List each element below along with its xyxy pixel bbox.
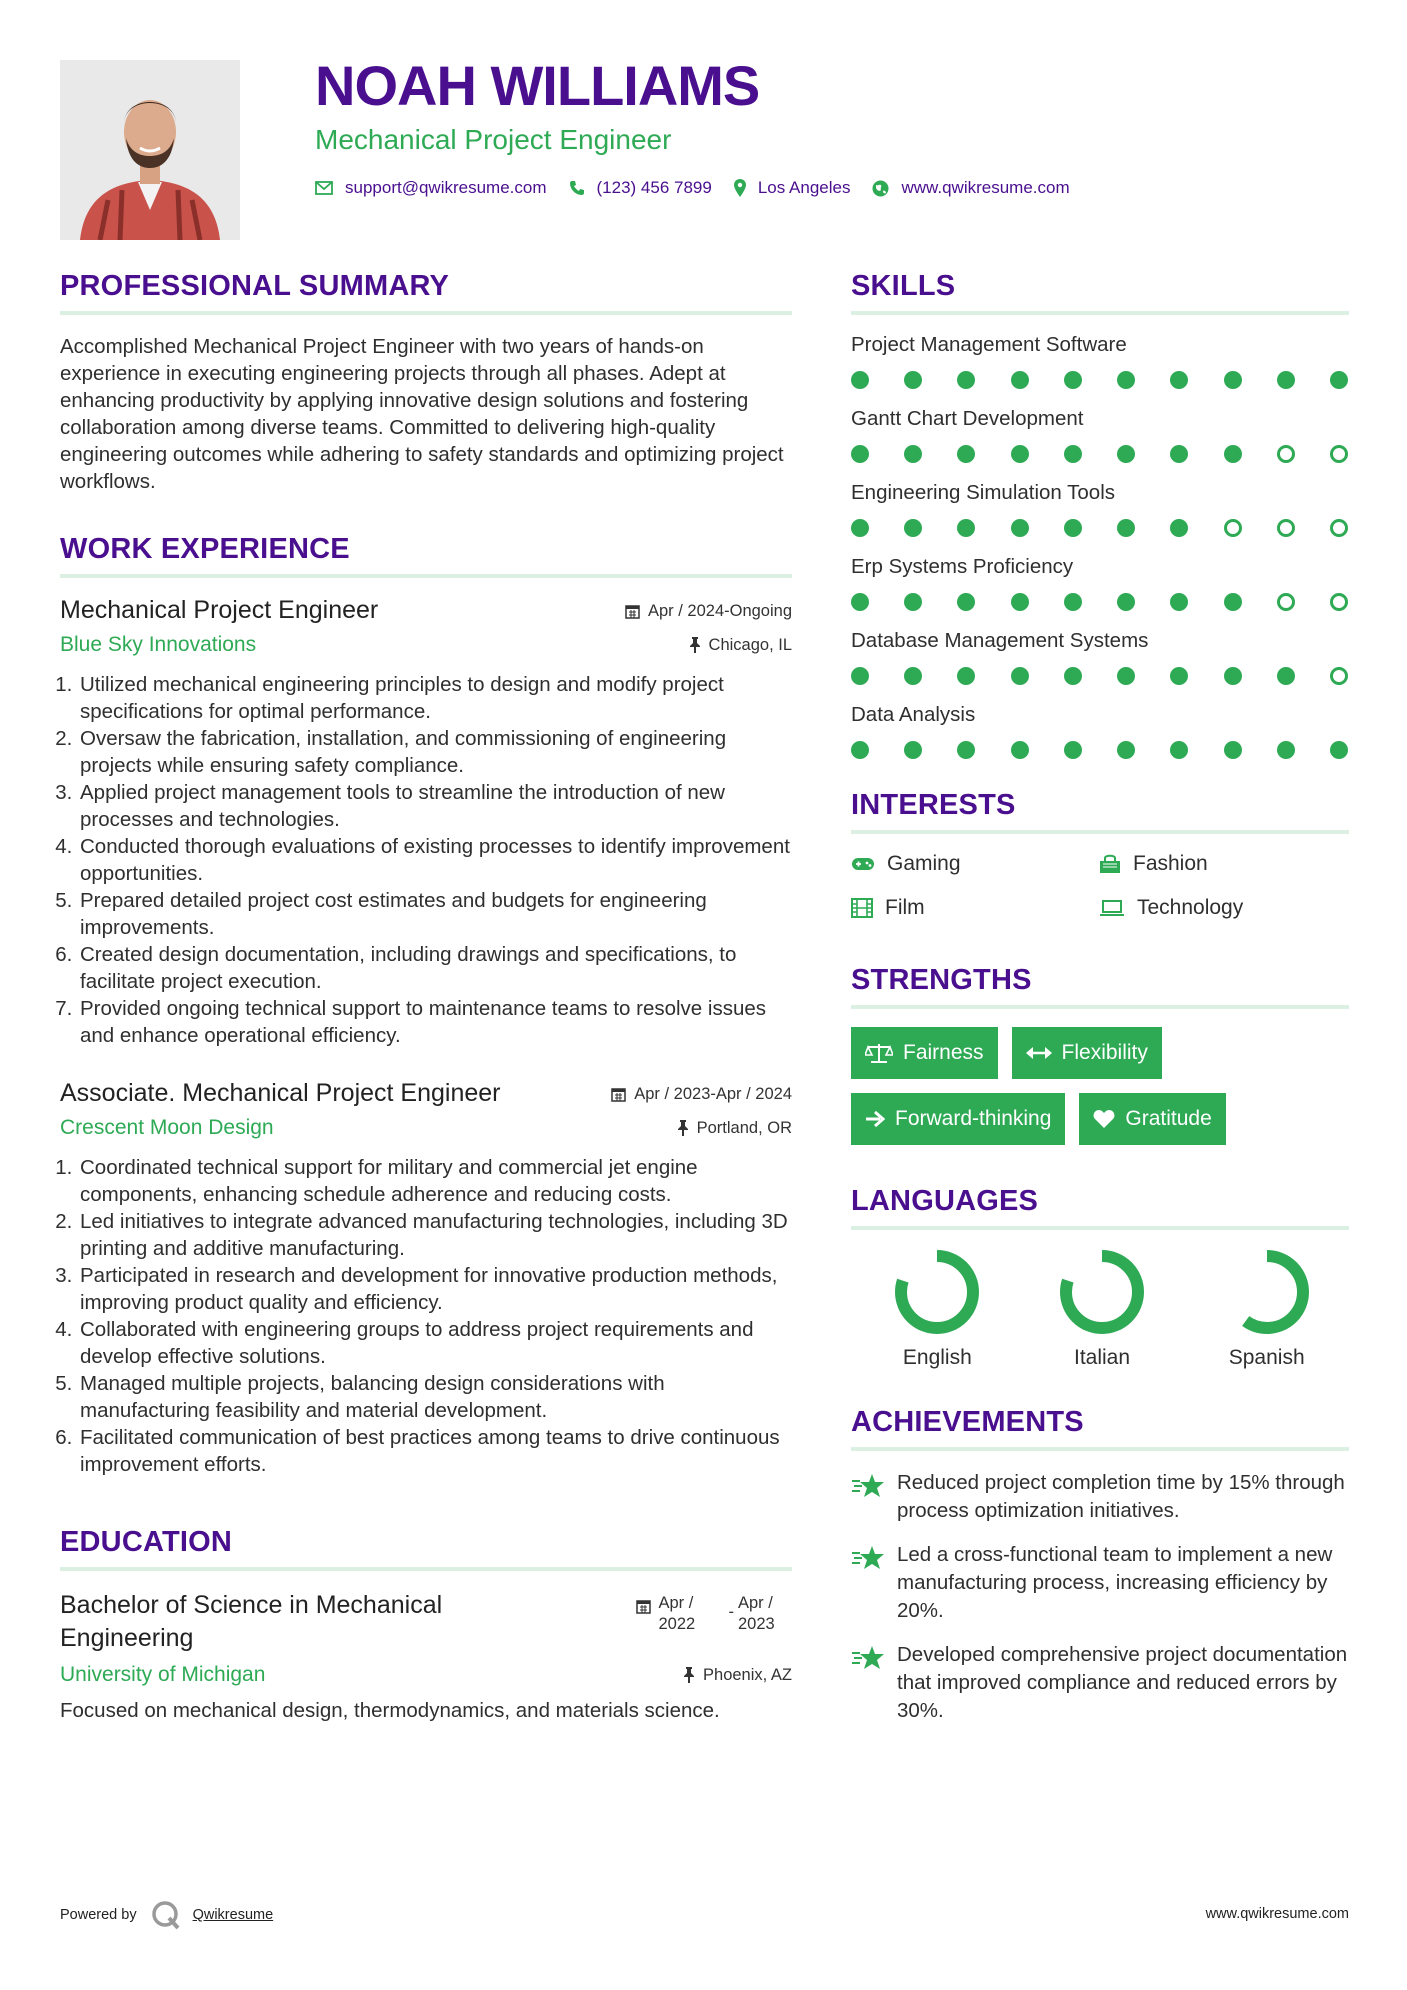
summary-section	[60, 270, 792, 495]
rating-dot-filled	[904, 371, 922, 389]
rating-dot-filled	[957, 519, 975, 537]
job-entry	[60, 1079, 792, 1478]
skill-name: Erp Systems Proficiency	[851, 555, 1074, 578]
bullet-item: 3. Participated in research and development for innovative production methods, improving product quality and efficiency.	[78, 1262, 792, 1316]
achievements-heading: ACHIEVEMENTS	[851, 1406, 1349, 1451]
rating-dot-filled	[851, 519, 869, 537]
skill-rating	[851, 593, 1348, 611]
rating-dot-filled	[957, 741, 975, 759]
summary-heading: PROFESSIONAL SUMMARY	[60, 270, 792, 315]
achievement-text: Led a cross-functional team to implement a new manufacturing process, increasing efficiency by 20%.	[897, 1543, 1333, 1622]
strength-label: Flexibility	[1061, 1041, 1148, 1064]
interest-film	[851, 896, 1099, 920]
profile-photo	[60, 60, 240, 240]
rating-dot-filled	[1117, 445, 1135, 463]
rating-dot-filled	[1170, 371, 1188, 389]
summary-text: Accomplished Mechanical Project Engineer with two years of hands-on experience in executing engineering projects through all phases. Adept at enhancing productivity by applying innovative design solutions and fostering collaboration among diverse teams. Committed to delivering high-quality engineering outcomes while adhering to safety standards and optimizing project workflows.	[60, 335, 784, 493]
language-level-ring	[1058, 1248, 1146, 1336]
job-bullets	[60, 1154, 792, 1478]
rating-dot-filled	[1224, 371, 1242, 389]
language-item	[855, 1248, 1020, 1370]
laptop-icon	[1099, 899, 1125, 917]
bullet-item: 7. Provided ongoing technical support to maintenance teams to resolve issues and enhance operational efficiency.	[78, 995, 792, 1049]
languages-section	[851, 1185, 1349, 1370]
job-bullets	[60, 671, 792, 1049]
website-text: www.qwikresume.com	[901, 178, 1070, 197]
contact-bar	[315, 178, 1092, 198]
heart-icon	[1093, 1109, 1115, 1129]
skill-item	[851, 629, 1349, 685]
language-level-ring	[893, 1248, 981, 1336]
strengths-heading: STRENGTHS	[851, 964, 1349, 1009]
job-location	[677, 1119, 792, 1138]
star-icon	[851, 1473, 885, 1499]
rating-dot-filled	[1170, 667, 1188, 685]
skill-item	[851, 407, 1349, 463]
education-start: Apr / 2022	[658, 1594, 696, 1633]
candidate-title: Mechanical Project Engineer	[315, 124, 672, 155]
powered-by-text: Powered by	[60, 1907, 137, 1923]
interest-label: Fashion	[1133, 852, 1208, 875]
date-separator: -	[728, 1603, 734, 1621]
interest-label: Gaming	[887, 852, 961, 875]
bullet-item: 1. Coordinated technical support for military and commercial jet engine components, enhancing schedule adherence and reducing costs.	[78, 1154, 792, 1208]
language-name: Italian	[1073, 1346, 1131, 1369]
bullet-item: 2. Oversaw the fabrication, installation, and commissioning of engineering projects while ensuring safety compliance.	[78, 725, 792, 779]
footer-website[interactable]: www.qwikresume.com	[1205, 1906, 1349, 1922]
skill-rating	[851, 371, 1348, 389]
rating-dot-filled	[1064, 371, 1082, 389]
strength-tag	[851, 1093, 1065, 1145]
interests-section	[851, 789, 1349, 920]
bullet-item: 1. Utilized mechanical engineering principles to design and modify project specifications for optimal performance.	[78, 671, 792, 725]
job-location-text: Chicago, IL	[708, 635, 792, 654]
phone-text: (123) 456 7899	[596, 178, 712, 197]
school-name: University of Michigan	[60, 1663, 266, 1686]
language-item	[1020, 1248, 1185, 1370]
rating-dot-filled	[1117, 667, 1135, 685]
rating-dot-filled	[957, 445, 975, 463]
job-location	[689, 636, 792, 655]
experience-heading: WORK EXPERIENCE	[60, 533, 792, 578]
skill-rating	[851, 741, 1348, 759]
rating-dot-filled	[957, 593, 975, 611]
rating-dot-filled	[1064, 445, 1082, 463]
pushpin-icon	[689, 637, 701, 653]
interest-technology	[1099, 896, 1349, 920]
rating-dot-filled	[1117, 593, 1135, 611]
pushpin-icon	[683, 1667, 695, 1683]
bullet-item: 4. Collaborated with engineering groups to address project requirements and develop effective solutions.	[78, 1316, 792, 1370]
company-name: Crescent Moon Design	[60, 1116, 274, 1139]
rating-dot-filled	[1170, 593, 1188, 611]
rating-dot-empty	[1330, 519, 1348, 537]
strength-tag	[1079, 1093, 1225, 1145]
bullet-item: 4. Conducted thorough evaluations of existing processes to identify improvement opportunities.	[78, 833, 792, 887]
rating-dot-filled	[851, 667, 869, 685]
strength-label: Forward-thinking	[895, 1107, 1052, 1130]
right-column	[851, 270, 1349, 1741]
skills-list	[851, 333, 1349, 759]
rating-dot-empty	[1330, 593, 1348, 611]
bullet-item: 5. Managed multiple projects, balancing design considerations with manufacturing feasibility and material development.	[78, 1370, 792, 1424]
rating-dot-empty	[1277, 519, 1295, 537]
footer-powered-by	[60, 1900, 273, 1930]
education-date	[636, 1593, 793, 1635]
map-pin-icon	[734, 179, 746, 197]
star-icon	[851, 1545, 885, 1571]
achievement-text: Reduced project completion time by 15% through process optimization initiatives.	[897, 1471, 1345, 1522]
rating-dot-empty	[1277, 593, 1295, 611]
job-date	[625, 602, 792, 621]
email-text: support@qwikresume.com	[345, 178, 547, 197]
pushpin-icon	[677, 1120, 689, 1136]
rating-dot-filled	[1330, 371, 1348, 389]
languages-list	[851, 1248, 1349, 1370]
rating-dot-filled	[1224, 741, 1242, 759]
rating-dot-empty	[1330, 667, 1348, 685]
rating-dot-filled	[851, 593, 869, 611]
language-level-ring	[1223, 1248, 1311, 1336]
strength-label: Gratitude	[1125, 1107, 1212, 1130]
achievement-item	[851, 1469, 1349, 1525]
strength-label: Fairness	[903, 1041, 984, 1064]
strengths-section	[851, 964, 1349, 1145]
rating-dot-filled	[1011, 445, 1029, 463]
rating-dot-filled	[904, 593, 922, 611]
contact-phone[interactable]	[569, 178, 712, 198]
education-description: Focused on mechanical design, thermodynamics, and materials science.	[60, 1699, 720, 1722]
rating-dot-filled	[1170, 445, 1188, 463]
rating-dot-filled	[1117, 519, 1135, 537]
rating-dot-filled	[1064, 667, 1082, 685]
phone-icon	[569, 180, 585, 196]
language-level-arc	[1066, 1256, 1138, 1328]
globe-icon	[872, 180, 889, 197]
rating-dot-filled	[1064, 519, 1082, 537]
education-location-text: Phoenix, AZ	[703, 1665, 792, 1684]
candidate-name: NOAH WILLIAMS	[315, 54, 760, 117]
education-heading: EDUCATION	[60, 1526, 792, 1571]
job-title: Mechanical Project Engineer	[60, 596, 379, 624]
education-location	[683, 1666, 792, 1685]
experience-section	[60, 533, 792, 1478]
rating-dot-filled	[1011, 741, 1029, 759]
rating-dot-filled	[851, 445, 869, 463]
rating-dot-filled	[1011, 667, 1029, 685]
rating-dot-filled	[851, 371, 869, 389]
envelope-icon	[315, 181, 333, 195]
rating-dot-filled	[1170, 741, 1188, 759]
rating-dot-filled	[1117, 371, 1135, 389]
skills-heading: SKILLS	[851, 270, 1349, 315]
achievement-item	[851, 1641, 1349, 1725]
arrows-horizontal-icon	[1026, 1046, 1052, 1060]
contact-location	[734, 178, 851, 198]
rating-dot-filled	[1224, 667, 1242, 685]
left-column	[60, 270, 792, 1724]
gamepad-icon	[851, 856, 875, 872]
language-item	[1184, 1248, 1349, 1370]
degree-title: Bachelor of Science in Mechanical Engineering	[60, 1591, 443, 1652]
contact-website[interactable]	[872, 178, 1069, 198]
rating-dot-filled	[1064, 593, 1082, 611]
brand-link[interactable]: Qwikresume	[192, 1907, 274, 1923]
rating-dot-filled	[904, 519, 922, 537]
skill-item	[851, 703, 1349, 759]
achievements-section	[851, 1406, 1349, 1725]
rating-dot-filled	[1011, 593, 1029, 611]
job-title: Associate. Mechanical Project Engineer	[60, 1079, 501, 1107]
education-section	[60, 1526, 792, 1724]
rating-dot-filled	[851, 741, 869, 759]
calendar-icon	[625, 604, 640, 619]
rating-dot-filled	[904, 667, 922, 685]
strength-tag	[851, 1027, 998, 1079]
calendar-icon	[636, 1599, 651, 1614]
rating-dot-filled	[904, 445, 922, 463]
rating-dot-filled	[957, 667, 975, 685]
achievement-text: Developed comprehensive project documentation that improved compliance and reduced errors by 30%.	[897, 1643, 1348, 1722]
rating-dot-empty	[1277, 445, 1295, 463]
rating-dot-filled	[1330, 741, 1348, 759]
qwikresume-logo-icon	[151, 1900, 181, 1930]
job-date-text: Apr / 2024-Ongoing	[647, 602, 792, 620]
rating-dot-filled	[1011, 519, 1029, 537]
balance-scale-icon	[865, 1042, 893, 1064]
job-location-text: Portland, OR	[696, 1118, 792, 1137]
star-icon	[851, 1645, 885, 1671]
skill-name: Gantt Chart Development	[851, 407, 1084, 430]
interest-gaming	[851, 852, 1099, 876]
arrow-right-icon	[865, 1110, 885, 1128]
rating-dot-filled	[957, 371, 975, 389]
skill-name: Data Analysis	[851, 703, 976, 726]
calendar-icon	[611, 1087, 626, 1102]
interests-heading: INTERESTS	[851, 789, 1349, 834]
skill-item	[851, 481, 1349, 537]
language-name: Spanish	[1228, 1346, 1305, 1369]
bullet-item: 2. Led initiatives to integrate advanced manufacturing technologies, including 3D printing and additive manufacturing.	[78, 1208, 792, 1262]
language-name: English	[902, 1346, 972, 1369]
interest-fashion	[1099, 852, 1349, 876]
language-level-arc	[1231, 1256, 1303, 1328]
rating-dot-filled	[904, 741, 922, 759]
job-entry	[60, 596, 792, 1049]
rating-dot-filled	[1117, 741, 1135, 759]
bullet-item: 5. Prepared detailed project cost estimates and budgets for engineering improvements.	[78, 887, 792, 941]
language-level-arc	[901, 1256, 973, 1328]
film-icon	[851, 898, 873, 918]
education-end: Apr / 2023	[738, 1594, 775, 1633]
rating-dot-filled	[1224, 593, 1242, 611]
skill-name: Engineering Simulation Tools	[851, 481, 1116, 504]
interest-label: Technology	[1137, 896, 1244, 919]
rating-dot-empty	[1330, 445, 1348, 463]
skill-rating	[851, 445, 1348, 463]
skill-item	[851, 333, 1349, 389]
contact-email[interactable]	[315, 178, 547, 198]
rating-dot-filled	[1224, 445, 1242, 463]
languages-heading: LANGUAGES	[851, 1185, 1349, 1230]
interest-label: Film	[885, 896, 925, 919]
skill-rating	[851, 519, 1348, 537]
job-date-text: Apr / 2023-Apr / 2024	[634, 1085, 792, 1103]
rating-dot-filled	[1277, 371, 1295, 389]
rating-dot-empty	[1224, 519, 1242, 537]
bullet-item: 6. Created design documentation, including drawings and specifications, to facilitate project execution.	[78, 941, 792, 995]
skill-name: Project Management Software	[851, 333, 1127, 356]
bullet-item: 3. Applied project management tools to streamline the introduction of new processes and technologies.	[78, 779, 792, 833]
skill-name: Database Management Systems	[851, 629, 1149, 652]
company-name: Blue Sky Innovations	[60, 633, 257, 656]
strength-tag	[1012, 1027, 1162, 1079]
rating-dot-filled	[1277, 741, 1295, 759]
skills-section	[851, 270, 1349, 759]
skill-rating	[851, 667, 1348, 685]
rating-dot-filled	[1170, 519, 1188, 537]
bullet-item: 6. Facilitated communication of best practices among teams to drive continuous improvement efforts.	[78, 1424, 792, 1478]
skill-item	[851, 555, 1349, 611]
rating-dot-filled	[1064, 741, 1082, 759]
location-text: Los Angeles	[757, 178, 851, 197]
rating-dot-filled	[1011, 371, 1029, 389]
shopping-bag-icon	[1099, 854, 1121, 874]
rating-dot-filled	[1277, 667, 1295, 685]
achievement-item	[851, 1541, 1349, 1625]
job-date	[611, 1085, 792, 1104]
